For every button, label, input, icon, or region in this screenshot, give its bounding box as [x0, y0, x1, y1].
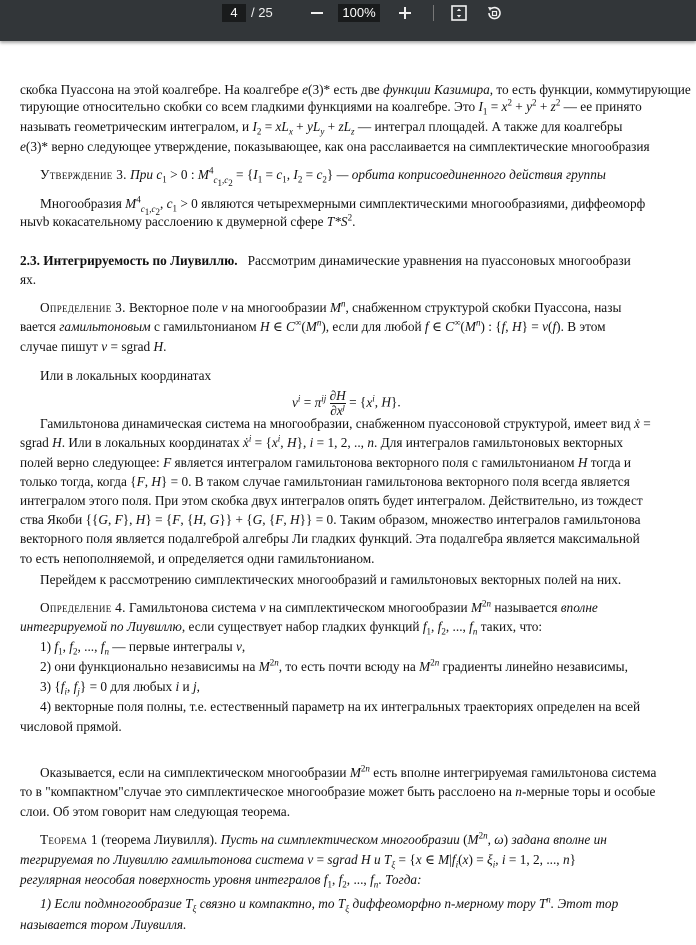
text-line: Определение 4. Гамильтонова система v на симплектическом многообразии $M^{2n}$ называется вполне [40, 598, 598, 615]
fit-page-button[interactable] [448, 2, 470, 24]
text-line: векторного поля является подалгеброй алгебры Ли гладких функций. Эта подалгебра является максимальной [20, 531, 640, 546]
minus-icon [310, 6, 324, 20]
zoom-level-input[interactable]: 100% [338, 4, 380, 22]
text-line: интегрируемой по Лиувиллю, если существует набор гладких функций $f_1$, $f_2$, ..., $f_n$ таких, что: [20, 619, 543, 637]
text-line: sgrad H. Или в локальных координатах ẋ$^i$ = {$x^i$, H}, i = 1, 2, .., n. Для интегралов гамильтоновых векторных [20, 433, 624, 450]
text-line: Гамильтонова динамическая система на многообразии, снабженном пуассоновой структурой, имеет вид ẋ = [40, 416, 651, 431]
text-line: Определение 3. Векторное поле v на многообразии $M^n$, снабженном структурой скобки Пуассона, назы [40, 298, 622, 315]
text-line: называется тором Лиувилля. [20, 917, 187, 932]
pdf-toolbar [0, 0, 696, 41]
text-line: Или в локальных координатах [40, 368, 212, 383]
text-line: интегралом этого поля. При этом скобка двух интегралов опять будет интегралом. Действительно, из тождест [20, 493, 643, 508]
toolbar-divider [433, 5, 434, 21]
text-line: случае пишут v = sgrad H. [20, 339, 167, 354]
rotate-icon [485, 4, 503, 22]
text-line: тирующие относительно скобки со всем гладкими функциями на коалгебре. Это $I_1 = x^2 + y^2 + z^2$ — ее принято [20, 97, 642, 117]
text-line: 2.3. Интегрируемость по Лиувиллю. Рассмотрим динамические уравнения на пуассоновых многообрази [20, 253, 631, 268]
text-line: регулярная неособая поверхность уровня интегралов $f_1$, $f_2$, ..., $f_n$. Тогда: [20, 872, 422, 890]
text-line: e(3)* верно следующее утверждение, показывающее, как она расслаивается на симплектические многообразия [20, 139, 650, 154]
fit-page-icon [450, 4, 468, 22]
text-line: Утверждение 3. При $c_1 > 0$ : $M^4_{c_1,c_2} = \{I_1 = c_1$, $I_2 = c_2$} — орбита коприсоединенного действия группы [40, 165, 606, 188]
document-page [0, 41, 696, 945]
text-line: только тогда, когда {F, H} = 0. В таком случае гамильтониан гамильтонова векторного поля всегда является [20, 474, 630, 489]
text-line: Теорема 1 (теорема Лиувилля). Пусть на симплектическом многообразии ($M^{2n}$, ω) задана вполне ин [40, 830, 607, 847]
text-line: то в "компактном"случае это симплектическое многообразие может быть расслоено на n-мерные торы и особые [20, 784, 656, 799]
text-line: числовой прямой. [20, 719, 122, 734]
text-line: Многообразия $M^4_{c_1,c_2}$, $c_1 > 0$ являются четырехмерными симплектическими многообразиями, диффеоморф [40, 194, 646, 217]
text-line: тегрируемая по Лиувиллю гамильтонова система v = sgrad H и $T_\xi = \{x$ ∈ $M|f_i(x) = \xi_i$, i = 1, 2, ..., n} [20, 852, 577, 870]
zoom-out-button[interactable] [306, 2, 328, 24]
text-line: полей верно следующее: F является интегралом гамильтонова векторного поля с гамильтонианом H тогда и [20, 455, 631, 470]
text-line: скобка Пуассона на этой коалгебре. На коалгебре e(3)* есть две функции Казимира, то есть функции, коммутирующие [20, 82, 691, 97]
page-number-input[interactable]: 4 [222, 4, 246, 22]
text-line: $v^i = \pi^{ij}$ $\frac{\partial H}{\partial x^j}$ = {$x^i$, H}. [292, 388, 401, 418]
text-line: ях. [20, 272, 37, 287]
text-line: слои. Об этом говорит нам следующая теорема. [20, 804, 291, 819]
text-line: 2) они функционально независимы на $M^{2n}$, то есть почти всюду на $M^{2n}$ градиенты линейно независимы, [40, 657, 628, 674]
text-line: то есть непополняемой, и определяется одни гамильтонианом. [20, 551, 375, 566]
page-total-label: / 25 [251, 5, 273, 20]
text-line: 3) {$f_i$, $f_j\} = 0$ для любых i и j, [40, 679, 200, 697]
text-line: 1) Если подмногообразие $T_\xi$ связно и компактно, то $T_\xi$ диффеоморфно n-мерному тору $T^n$. Этот тор [40, 894, 619, 914]
text-line: ства Якоби {{G, F}, H} = {F, {H, G}} + {G, {F, H}} = 0. Таким образом, множество интегралов гамильтонова [20, 512, 641, 527]
text-line: ныvb кокасательному расслоению к двумерной сфере $T*S^2$. [20, 212, 356, 229]
text-line: называть геометрическим интегралом, и $I_2 = xL_x + yL_y + zL_z$ — интеграл площадей. А также для коалгебры [20, 119, 623, 137]
text-line: 1) $f_1$, $f_2$, ..., $f_n$ — первые интегралы v, [40, 639, 246, 657]
rotate-button[interactable] [483, 2, 505, 24]
zoom-in-button[interactable] [394, 2, 416, 24]
text-line: вается гамильтоновым с гамильтонианом H ∈ $C^\infty(M^n)$, если для любой f ∈ $C^\infty(M^n)$ : {f, H} = v(f). В этом [20, 317, 606, 334]
text-line: Оказывается, если на симплектическом многообразии $M^{2n}$ есть вполне интегрируемая гамильтонова система [40, 763, 657, 780]
text-line: Перейдем к рассмотрению симплектических многообразий и гамильтоновых векторных полей на них. [40, 572, 622, 587]
text-line: 4) векторные поля полны, т.е. естественный параметр на их интегральных траекториях определен на всей [40, 699, 641, 714]
plus-icon [398, 6, 412, 20]
